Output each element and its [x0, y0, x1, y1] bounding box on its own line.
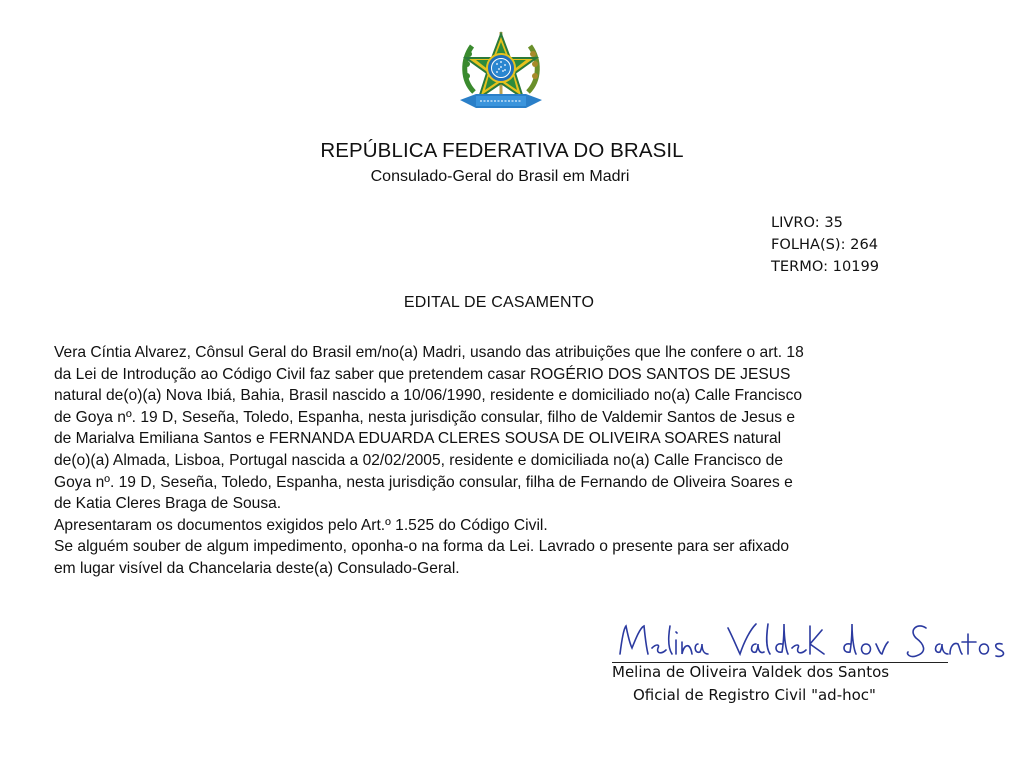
registry-livro: LIVRO: 35	[771, 214, 843, 231]
body-line: de Marialva Emiliana Santos e FERNANDA EDUARDA CLERES SOUSA DE OLIVEIRA SOARES natural	[54, 430, 782, 448]
body-line: de Goya nº. 19 D, Seseña, Toledo, Espanha, nesta jurisdição consular, filho de Valdemir Santos de Jesus e	[54, 408, 796, 426]
edital-body	[54, 342, 950, 580]
notice-line: em lugar visível da Chancelaria deste(a) Consulado-Geral.	[54, 559, 460, 577]
registry-termo: TERMO: 10199	[771, 258, 880, 275]
body-line: da Lei de Introdução ao Código Civil faz saber que pretendem casar ROGÉRIO DOS SANTOS DE JESUS	[54, 365, 791, 383]
body-line: natural de(o)(a) Nova Ibiá, Bahia, Brasil nascido a 10/06/1990, residente e domiciliado no(a) Calle Francisco	[54, 387, 803, 405]
body-line: de(o)(a) Almada, Lisboa, Portugal nascida a 02/02/2005, residente e domiciliada no(a) Calle Francisco de	[54, 451, 783, 469]
document-title: EDITAL DE CASAMENTO	[403, 294, 595, 311]
registry-folha: FOLHA(S): 264	[771, 236, 879, 253]
consulate-subtitle: Consulado-Geral do Brasil em Madri	[370, 168, 630, 185]
body-line: Goya nº. 19 D, Seseña, Toledo, Espanha, nesta jurisdição consular, filha de Fernando de Oliveira Soares e	[54, 473, 793, 491]
signatory-name: Melina de Oliveira Valdek dos Santos	[612, 663, 890, 681]
page-title: REPÚBLICA FEDERATIVA DO BRASIL	[320, 139, 684, 162]
handwritten-signature	[610, 614, 1010, 666]
brazil-coat-of-arms-icon	[454, 30, 548, 116]
body-line: Vera Cíntia Alvarez, Cônsul Geral do Brasil em/no(a) Madri, usando das atribuições que lhe confere o art. 18	[54, 344, 804, 361]
signatory-role: Oficial de Registro Civil "ad-hoc"	[633, 686, 876, 704]
body-line: de Katia Cleres Braga de Sousa.	[54, 495, 282, 513]
notice-line: Se alguém souber de algum impedimento, oponha-o na forma da Lei. Lavrado o presente para ser afixado	[54, 538, 790, 556]
registry-block	[771, 212, 879, 278]
documents-line: Apresentaram os documentos exigidos pelo Art.º 1.525 do Código Civil.	[54, 516, 548, 534]
